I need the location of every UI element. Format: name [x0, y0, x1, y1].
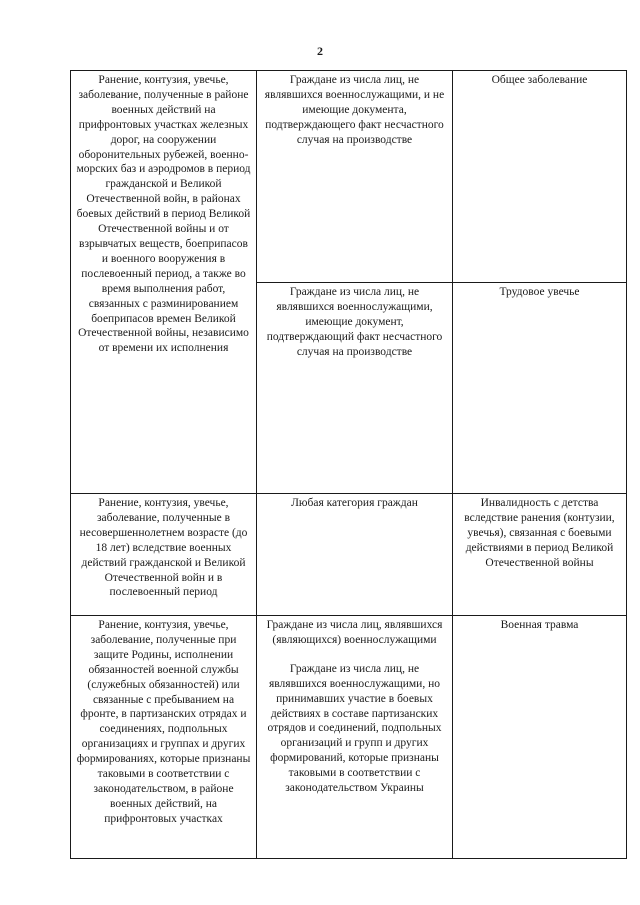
table-cell-category [257, 616, 453, 859]
table-cell-cause [71, 71, 257, 494]
category-text: Граждане из числа лиц, не являвшихся военнослужащими, и не имеющие документа, подтверждающего факт несчастного случая на производстве [264, 74, 445, 146]
page-number: 2 [317, 44, 323, 58]
table-cell-result [453, 71, 627, 283]
table-row [71, 616, 627, 859]
table-cell-cause [71, 616, 257, 859]
disability-cause-table [70, 70, 627, 859]
category-text-military: Граждане из числа лиц, являвшихся (являющихся) военнослужащими [266, 619, 443, 646]
category-text-partisan: Граждане из числа лиц, не являвшихся военнослужащими, но принимавших участие в боевых действиях в составе партизанских отрядов и соединений, подпольных организаций и групп и других формирований, которые признаны таковыми в соответствии с законодательством Украины [267, 662, 442, 795]
result-text: Военная травма [500, 619, 579, 631]
result-text: Инвалидность с детства вследствие ранения (контузии, увечья), связанная с боевыми действиями в период Великой Отечественной войны [464, 497, 615, 569]
cause-text: Ранение, контузия, увечье, заболевание, полученные при защите Родины, исполнении обязанностей военной службы (служебных обязанностей) или связанные с пребыванием на фронте, в партизанских отрядах и соединениях, подпольных организациях и группах и других формированиях, которые признаны таковыми в соответствии с законодательством, в районе военных действий, на прифронтовых участках [76, 619, 251, 825]
table-cell-result [453, 283, 627, 494]
table-cell-result [453, 494, 627, 616]
table-cell-category [257, 71, 453, 283]
cause-text: Ранение, контузия, увечье, заболевание, полученные в несовершеннолетнем возрасте (до 18 лет) вследствие военных действий гражданской и Великой Отечественной войн и в послевоенный период [79, 497, 248, 599]
result-text: Общее заболевание [491, 74, 588, 86]
table-cell-category [257, 494, 453, 616]
category-text: Граждане из числа лиц, не являвшихся военнослужащими, имеющие документ, подтверждающий факт несчастного случая на производстве [266, 286, 443, 358]
table-row [71, 71, 627, 283]
table-cell-category [257, 283, 453, 494]
cause-text: Ранение, контузия, увечье, заболевание, полученные в районе военных действий на прифронтовых участках железных дорог, на сооружении оборонительных рубежей, военно-морских баз и аэродромов в период гражданской и Великой Отечественной войн, в районах боевых действий в период Великой Отечественной войны и от взрывчатых веществ, боеприпасов и военного вооружения в послевоенный период, а также во время выполнения работ, связанных с разминированием боеприпасов времен Великой Отечественной войны, независимо от времени их исполнения [76, 74, 251, 355]
category-text: Любая категория граждан [291, 497, 418, 509]
result-text: Трудовое увечье [499, 286, 580, 298]
table-cell-result [453, 616, 627, 859]
table-row [71, 494, 627, 616]
table-cell-cause [71, 494, 257, 616]
